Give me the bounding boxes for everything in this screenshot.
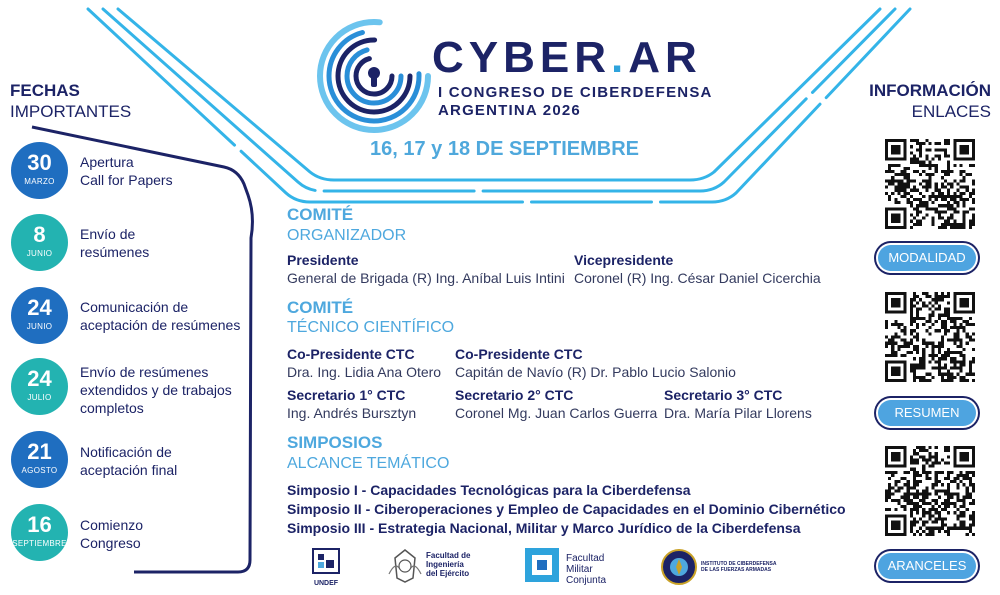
iciffaa-label: INSTITUTO DE CIBERDEFENSA DE LAS FUERZAS ARMADAS (701, 561, 777, 573)
president-role: Presidente (287, 252, 359, 268)
date-badge: 8 JUNIO (11, 214, 68, 271)
iciffaa-emblem-icon (660, 548, 698, 586)
date-description: Comienzo Congreso (80, 517, 144, 551)
fmc-emblem-icon (525, 548, 559, 582)
organizing-committee-subheading: ORGANIZADOR (287, 227, 407, 244)
qr-code-resumen-icon[interactable] (885, 292, 975, 382)
organizing-committee-heading: COMITÉ (287, 205, 354, 224)
committee-member-name: Ing. Andrés Bursztyn (287, 405, 417, 421)
committee-member-role: Co-Presidente CTC (455, 346, 583, 362)
scientific-committee-subheading: TÉCNICO CIENTÍFICO (287, 319, 455, 336)
president-name: General de Brigada (R) Ing. Aníbal Luis Intini (287, 270, 565, 286)
fingerprint-logo-icon (313, 15, 435, 137)
qr-code-aranceles-icon[interactable] (885, 446, 975, 536)
undef-label: UNDEF (313, 580, 339, 587)
date-badge: 16 SEPTIEMBRE (11, 504, 68, 561)
resumen-button[interactable]: RESUMEN (878, 400, 976, 426)
congress-dates: 16, 17 y 18 DE SEPTIEMBRE (370, 138, 640, 160)
fie-label: Facultad de Ingeniería del Ejército (426, 551, 471, 578)
date-description: Apertura Call for Papers (80, 154, 173, 188)
vice-president-name: Coronel (R) Ing. César Daniel Cicerchia (574, 270, 821, 286)
date-description: Notificación de aceptación final (80, 444, 178, 478)
committee-member-role: Secretario 1° CTC (287, 387, 406, 403)
committee-member-name: Capitán de Navío (R) Dr. Pablo Lucio Salonio (455, 364, 736, 380)
aranceles-button[interactable]: ARANCELES (878, 553, 976, 579)
fie-emblem-icon (385, 548, 425, 584)
committee-member-role: Secretario 2° CTC (455, 387, 574, 403)
modalidad-button[interactable]: MODALIDAD (878, 245, 976, 271)
committee-member-role: Co-Presidente CTC (287, 346, 415, 362)
symposium-item: Simposio I - Capacidades Tecnológicas para la Ciberdefensa (287, 482, 691, 498)
congress-subtitle-line1: I CONGRESO DE CIBERDEFENSA (438, 84, 713, 101)
symposium-item: Simposio II - Ciberoperaciones y Empleo de Capacidades en el Dominio Cibernético (287, 501, 846, 517)
congress-logo-title: CYBER.AR (432, 33, 702, 82)
date-badge: 21 AGOSTO (11, 431, 68, 488)
committee-member-name: Dra. Ing. Lidia Ana Otero (287, 364, 442, 380)
qr-code-modalidad-icon[interactable] (885, 139, 975, 229)
committee-member-name: Coronel Mg. Juan Carlos Guerra (455, 405, 658, 421)
date-description: Envío de resúmenes extendidos y de trabajos completos (80, 364, 232, 416)
scientific-committee-heading: COMITÉ (287, 298, 354, 317)
committee-member-role: Secretario 3° CTC (664, 387, 783, 403)
date-description: Envío de resúmenes (80, 226, 150, 260)
committee-member-name: Dra. María Pilar Llorens (664, 405, 812, 421)
important-dates-heading: FECHAS IMPORTANTES (10, 81, 132, 121)
links-heading: INFORMACIÓN ENLACES (869, 81, 991, 121)
undef-logo (312, 548, 340, 587)
symposium-item: Simposio III - Estrategia Nacional, Militar y Marco Jurídico de la Ciberdefensa (287, 520, 801, 536)
symposia-subheading: ALCANCE TEMÁTICO (287, 455, 450, 472)
date-badge: 24 JUNIO (11, 287, 68, 344)
fmc-label: Facultad Militar Conjunta (566, 553, 607, 586)
date-badge: 24 JULIO (11, 358, 68, 415)
undef-emblem-icon (312, 548, 340, 574)
date-description: Comunicación de aceptación de resúmenes (80, 299, 241, 333)
date-badge: 30 MARZO (11, 142, 68, 199)
symposia-heading: SIMPOSIOS (287, 433, 383, 452)
congress-subtitle-line2: ARGENTINA 2026 (438, 102, 581, 119)
vice-president-role: Vicepresidente (574, 252, 674, 268)
